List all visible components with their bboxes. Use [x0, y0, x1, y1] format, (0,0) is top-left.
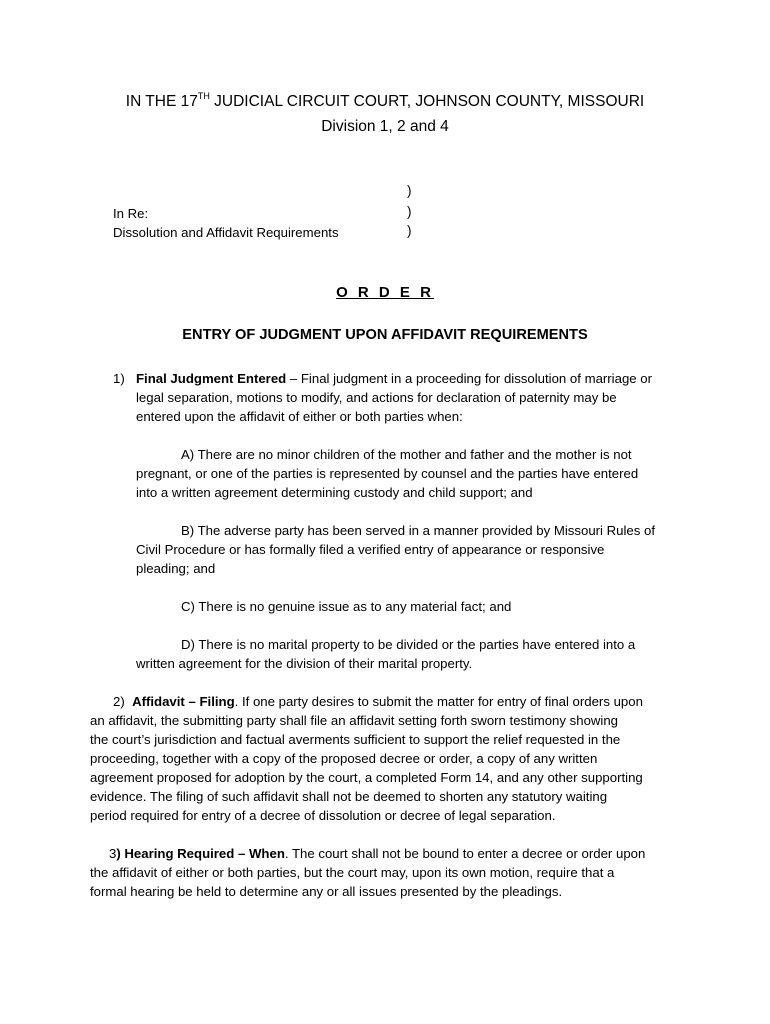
caption-paren-3: ): [407, 223, 412, 238]
item-d-line-2: written agreement for the division of their marital property.: [136, 656, 473, 671]
caption-paren-2: ): [407, 204, 412, 219]
item-b-line-2: Civil Procedure or has formally filed a verified entry of appearance or responsive: [136, 542, 605, 557]
court-heading-post: JUDICIAL CIRCUIT COURT, JOHNSON COUNTY, MISSOURI: [209, 93, 645, 110]
section2-line-7: period required for entry of a decree of dissolution or decree of legal separation.: [90, 808, 556, 823]
section3-line-1: [109, 844, 645, 863]
section2-line-4: proceeding, together with a copy of the proposed decree or order, a copy of any written: [90, 751, 598, 766]
section1-line-2: legal separation, motions to modify, and actions for declaration of paternity may be: [136, 390, 617, 405]
item-b-line-3: pleading; and: [136, 561, 216, 576]
section1-line-1: [136, 369, 652, 388]
item-a-line-1: A) There are no minor children of the mother and father and the mother is not: [181, 447, 632, 462]
item-a-line-2: pregnant, or one of the parties is represented by counsel and the parties have entered: [136, 466, 639, 481]
section1-number: 1): [113, 371, 125, 386]
court-heading-sup: TH: [197, 90, 210, 101]
caption-matter: Dissolution and Affidavit Requirements: [113, 225, 339, 240]
section3-line-2: the affidavit of either or both parties, but the court may, upon its own motion, require that a: [90, 865, 615, 880]
section3-line-1-text: . The court shall not be bound to enter a decree or order upon: [284, 846, 646, 861]
section3-line-3: formal hearing be held to determine any or all issues presented by the pleadings.: [90, 884, 563, 899]
court-heading: [0, 90, 770, 111]
section2-number: 2): [113, 694, 125, 709]
division-line: Division 1, 2 and 4: [321, 118, 449, 135]
order-subtitle: ENTRY OF JUDGMENT UPON AFFIDAVIT REQUIREMENTS: [182, 327, 588, 343]
item-c-line-1: C) There is no genuine issue as to any material fact; and: [181, 599, 512, 614]
item-d-line-1: D) There is no marital property to be divided or the parties have entered into a: [181, 637, 636, 652]
section1-line-1-text: – Final judgment in a proceeding for dissolution of marriage or: [286, 371, 653, 386]
caption-paren-1: ): [407, 183, 412, 198]
section1-heading: Final Judgment Entered: [136, 371, 287, 386]
court-heading-pre: IN THE 17: [125, 93, 198, 110]
item-a-line-3: into a written agreement determining custody and child support; and: [136, 485, 533, 500]
section3-number: 3: [109, 846, 117, 861]
section2-line-6: evidence. The filing of such affidavit shall not be deemed to shorten any statutory waiting: [90, 789, 608, 804]
caption-in-re: In Re:: [113, 206, 149, 221]
section2-heading: Affidavit – Filing: [132, 694, 235, 709]
section2-line-5: agreement proposed for adoption by the court, a completed Form 14, and any other supporting: [90, 770, 643, 785]
section2-line-3: the court’s jurisdiction and factual averments sufficient to support the relief requested in the: [90, 732, 621, 747]
section2-line-1: [113, 692, 643, 711]
section2-line-1-text: . If one party desires to submit the matter for entry of final orders upon: [234, 694, 643, 709]
item-b-line-1: B) The adverse party has been served in a manner provided by Missouri Rules of: [181, 523, 656, 538]
order-title: O R D E R: [336, 284, 434, 301]
section2-line-2: an affidavit, the submitting party shall file an affidavit setting forth sworn testimony showing: [90, 713, 619, 728]
section1-line-3: entered upon the affidavit of either or both parties when:: [136, 409, 463, 424]
section3-heading: ) Hearing Required – When: [116, 846, 285, 861]
